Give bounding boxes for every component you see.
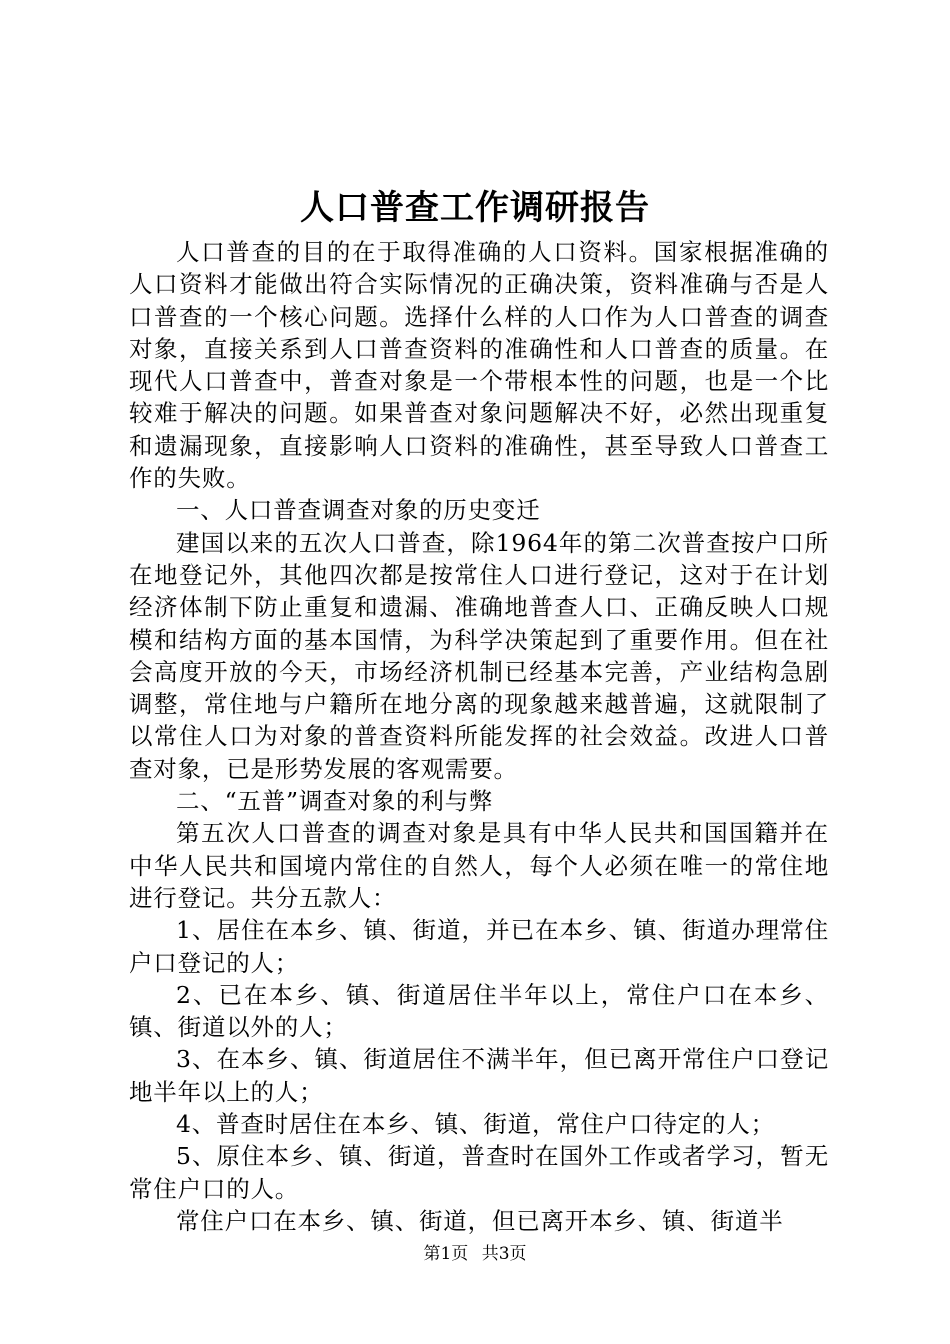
page-number-current: 第1页 <box>423 1244 469 1264</box>
paragraph-fifth-census: 第五次人口普查的调查对象是具有中华人民共和国国籍并在中华人民共和国境内常住的自然人，每个人必须在唯一的常住地进行登记。共分五款人： <box>129 819 829 912</box>
list-item-5: 5、原住本乡、镇、街道，普查时在国外工作或者学习，暂无常住户口的人。 <box>129 1142 829 1203</box>
section-heading-2: 二、“五普”调查对象的利与弊 <box>176 787 494 816</box>
page-number-total: 共3页 <box>481 1244 527 1264</box>
paragraph-continued: 常住户口在本乡、镇、街道，但已离开本乡、镇、街道半 <box>176 1206 784 1235</box>
page-footer <box>0 1242 950 1266</box>
list-item-2: 2、已在本乡、镇、街道居住半年以上，常住户口在本乡、镇、街道以外的人； <box>129 980 829 1042</box>
document-body <box>129 236 829 1237</box>
section-heading-1: 一、人口普查调查对象的历史变迁 <box>176 496 541 525</box>
list-item-1: 1、居住在本乡、镇、街道，并已在本乡、镇、街道办理常住户口登记的人； <box>129 916 829 977</box>
list-item-4: 4、普查时居住在本乡、镇、街道，常住户口待定的人； <box>176 1110 775 1139</box>
document-title: 人口普查工作调研报告 <box>300 188 650 228</box>
paragraph-history: 建国以来的五次人口普查，除1964年的第二次普查按户口所在地登记外，其他四次都是按常住人口进行登记，这对于在计划经济体制下防止重复和遗漏、准确地普查人口、正确反映人口规模和结构方面的基本国情，为科学决策起到了重要作用。但在社会高度开放的今天，市场经济机制已经基本完善，产业结构急剧调整，常住地与户籍所在地分离的现象越来越普遍，这就限制了以常住人口为对象的普查资料所能发挥的社会效益。改进人口普查对象，已是形势发展的客观需要。 <box>129 528 829 783</box>
paragraph-intro: 人口普查的目的在于取得准确的人口资料。国家根据准确的人口资料才能做出符合实际情况的正确决策，资料准确与否是人口普查的一个核心问题。选择什么样的人口作为人口普查的调查对象，直接关系到人口普查资料的准确性和人口普查的质量。在现代人口普查中，普查对象是一个带根本性的问题，也是一个比较难于解决的问题。如果普查对象问题解决不好，必然出现重复和遗漏现象，直接影响人口资料的准确性，甚至导致人口普查工作的失败。 <box>129 238 829 493</box>
list-item-3: 3、在本乡、镇、街道居住不满半年，但已离开常住户口登记地半年以上的人； <box>129 1045 829 1106</box>
